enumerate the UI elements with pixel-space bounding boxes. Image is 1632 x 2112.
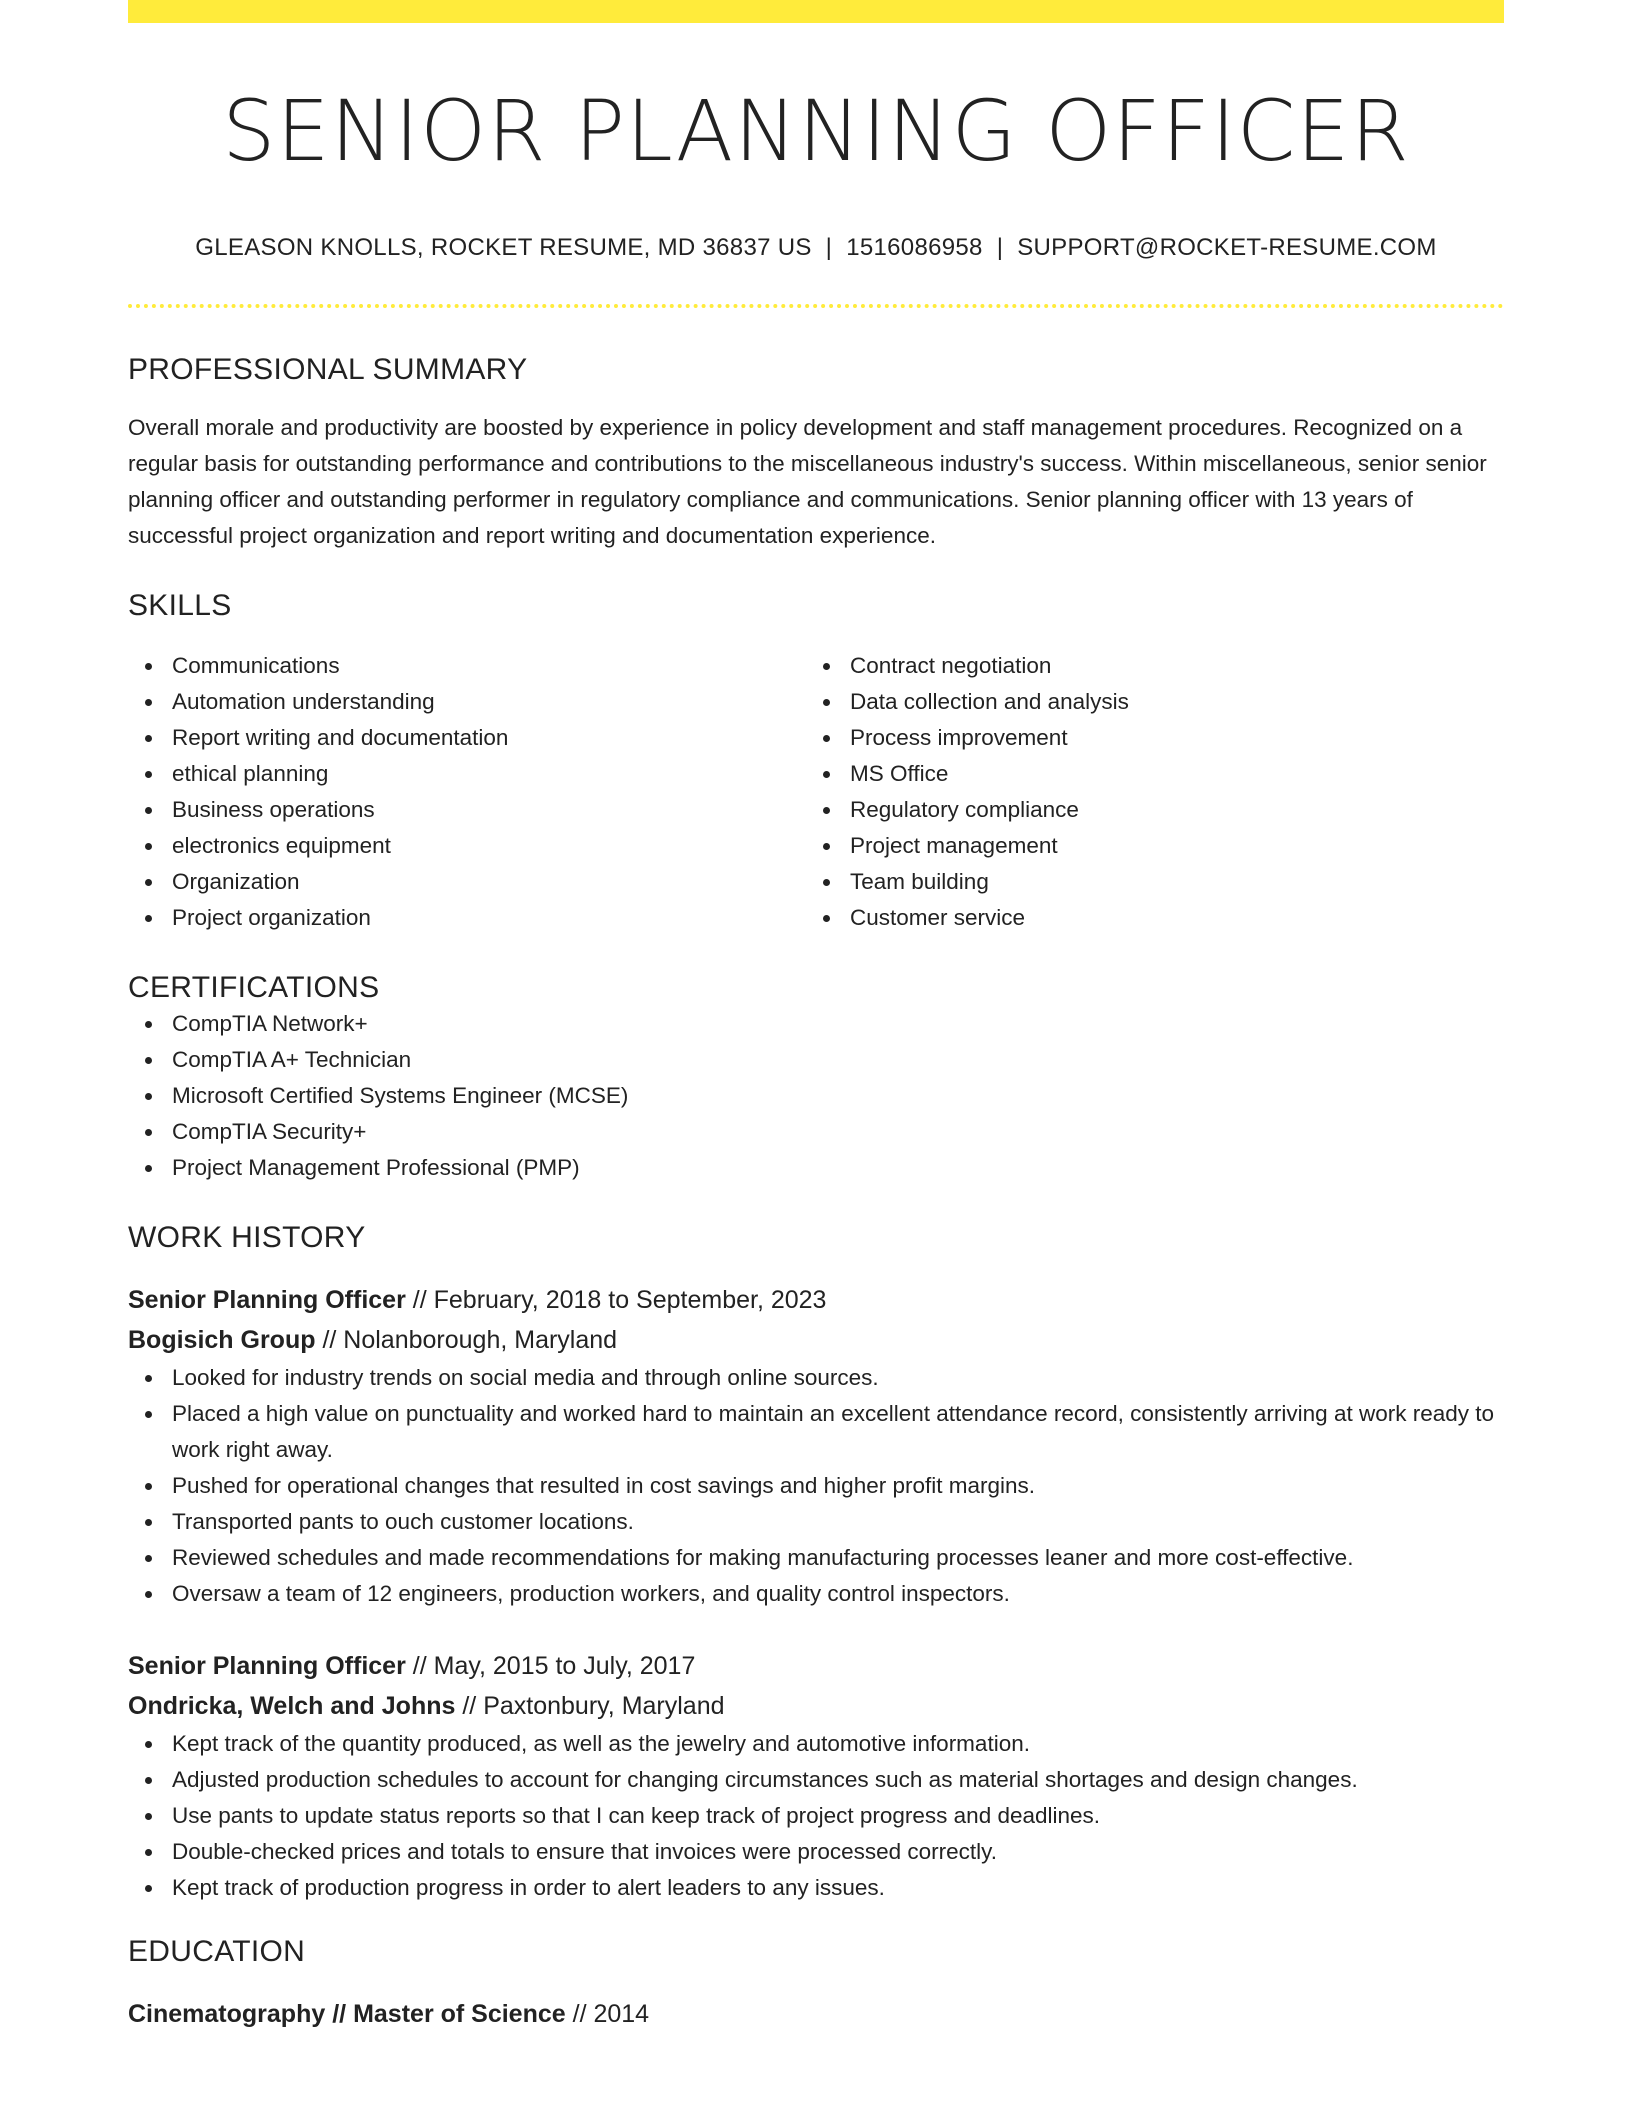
contact-phone: 1516086958 [846, 234, 983, 262]
list-item: Transported pants to ouch customer locations. [172, 1504, 1504, 1540]
dotted-divider [128, 304, 1504, 308]
job-title: Senior Planning Officer [128, 1652, 406, 1681]
education-field: Cinematography [128, 2000, 326, 2029]
list-item: ethical planning [172, 756, 806, 792]
job-location: // Nolanborough, Maryland [322, 1326, 618, 1355]
list-item: Reviewed schedules and made recommendations for making manufacturing processes leaner and more cost-effective. [172, 1540, 1504, 1576]
list-item: Contract negotiation [850, 648, 1484, 684]
list-item: Project organization [172, 900, 806, 936]
list-item: Report writing and documentation [172, 720, 806, 756]
list-item: MS Office [850, 756, 1484, 792]
resume-page [128, 0, 1504, 2034]
summary-heading: PROFESSIONAL SUMMARY [128, 353, 528, 387]
list-item: Communications [172, 648, 806, 684]
list-item: Looked for industry trends on social media and through online sources. [172, 1360, 1504, 1396]
work-history-heading: WORK HISTORY [128, 1221, 366, 1255]
job-title: Senior Planning Officer [128, 1286, 406, 1315]
education-heading: EDUCATION [128, 1935, 306, 1969]
list-item: electronics equipment [172, 828, 806, 864]
list-item: Pushed for operational changes that resulted in cost savings and higher profit margins. [172, 1468, 1504, 1504]
job-bullets [128, 1726, 1504, 1906]
resume-title: SENIOR PLANNING OFFICER [222, 82, 1410, 180]
list-item: Process improvement [850, 720, 1484, 756]
certifications-heading: CERTIFICATIONS [128, 971, 380, 1005]
contact-email: SUPPORT@ROCKET-RESUME.COM [1017, 234, 1437, 262]
list-item: Kept track of production progress in order to alert leaders to any issues. [172, 1870, 1504, 1906]
job-title-line [128, 1280, 1504, 1320]
certifications-list [128, 1006, 1504, 1186]
education-year: // 2014 [572, 2000, 650, 2029]
skills-column-left [128, 648, 806, 936]
skills-heading: SKILLS [128, 589, 232, 623]
list-item: Kept track of the quantity produced, as well as the jewelry and automotive information. [172, 1726, 1504, 1762]
job-location: // Paxtonbury, Maryland [462, 1692, 725, 1721]
list-item: Oversaw a team of 12 engineers, production workers, and quality control inspectors. [172, 1576, 1504, 1612]
list-item: CompTIA A+ Technician [172, 1042, 1504, 1078]
skills-list-right [806, 648, 1484, 936]
education-degree: Master of Science [353, 2000, 566, 2029]
list-item: Organization [172, 864, 806, 900]
job-company: Ondricka, Welch and Johns [128, 1692, 456, 1721]
contact-address: GLEASON KNOLLS, ROCKET RESUME, MD 36837 US [195, 234, 812, 262]
education-separator: // [332, 2000, 347, 2029]
list-item: Placed a high value on punctuality and worked hard to maintain an excellent attendance record, consistently arriving at work ready to work right away. [172, 1396, 1504, 1468]
list-item: CompTIA Security+ [172, 1114, 1504, 1150]
job-company-line [128, 1320, 1504, 1360]
work-history-list [128, 1280, 1504, 1906]
list-item: Use pants to update status reports so that I can keep track of project progress and deadlines. [172, 1798, 1504, 1834]
list-item: CompTIA Network+ [172, 1006, 1504, 1042]
job-entry [128, 1280, 1504, 1612]
contact-line [128, 234, 1504, 263]
job-company-line [128, 1686, 1504, 1726]
list-item: Microsoft Certified Systems Engineer (MCSE) [172, 1078, 1504, 1114]
job-bullets [128, 1360, 1504, 1612]
job-entry [128, 1646, 1504, 1906]
list-item: Business operations [172, 792, 806, 828]
list-item: Automation understanding [172, 684, 806, 720]
contact-separator: | [996, 234, 1004, 262]
skills-list-left [128, 648, 806, 936]
list-item: Data collection and analysis [850, 684, 1484, 720]
list-item: Project management [850, 828, 1484, 864]
list-item: Team building [850, 864, 1484, 900]
skills-grid [128, 648, 1504, 936]
job-title-line [128, 1646, 1504, 1686]
job-company: Bogisich Group [128, 1326, 316, 1355]
list-item: Customer service [850, 900, 1484, 936]
list-item: Regulatory compliance [850, 792, 1484, 828]
top-accent-bar [128, 0, 1504, 23]
list-item: Project Management Professional (PMP) [172, 1150, 1504, 1186]
list-item: Adjusted production schedules to account for changing circumstances such as material shortages and design changes. [172, 1762, 1504, 1798]
summary-text: Overall morale and productivity are boosted by experience in policy development and staff management procedures. Recognized on a regular basis for outstanding performance and contributions to the miscellaneous industry's success. Within miscellaneous, senior senior planning officer and outstanding performer in regulatory compliance and communications. Senior planning officer with 13 years of successful project organization and report writing and documentation experience. [128, 415, 1487, 549]
job-dates: // May, 2015 to July, 2017 [412, 1652, 696, 1681]
education-entry [128, 1994, 1504, 2034]
list-item: Double-checked prices and totals to ensure that invoices were processed correctly. [172, 1834, 1504, 1870]
skills-column-right [806, 648, 1484, 936]
job-dates: // February, 2018 to September, 2023 [412, 1286, 827, 1315]
contact-separator: | [825, 234, 833, 262]
